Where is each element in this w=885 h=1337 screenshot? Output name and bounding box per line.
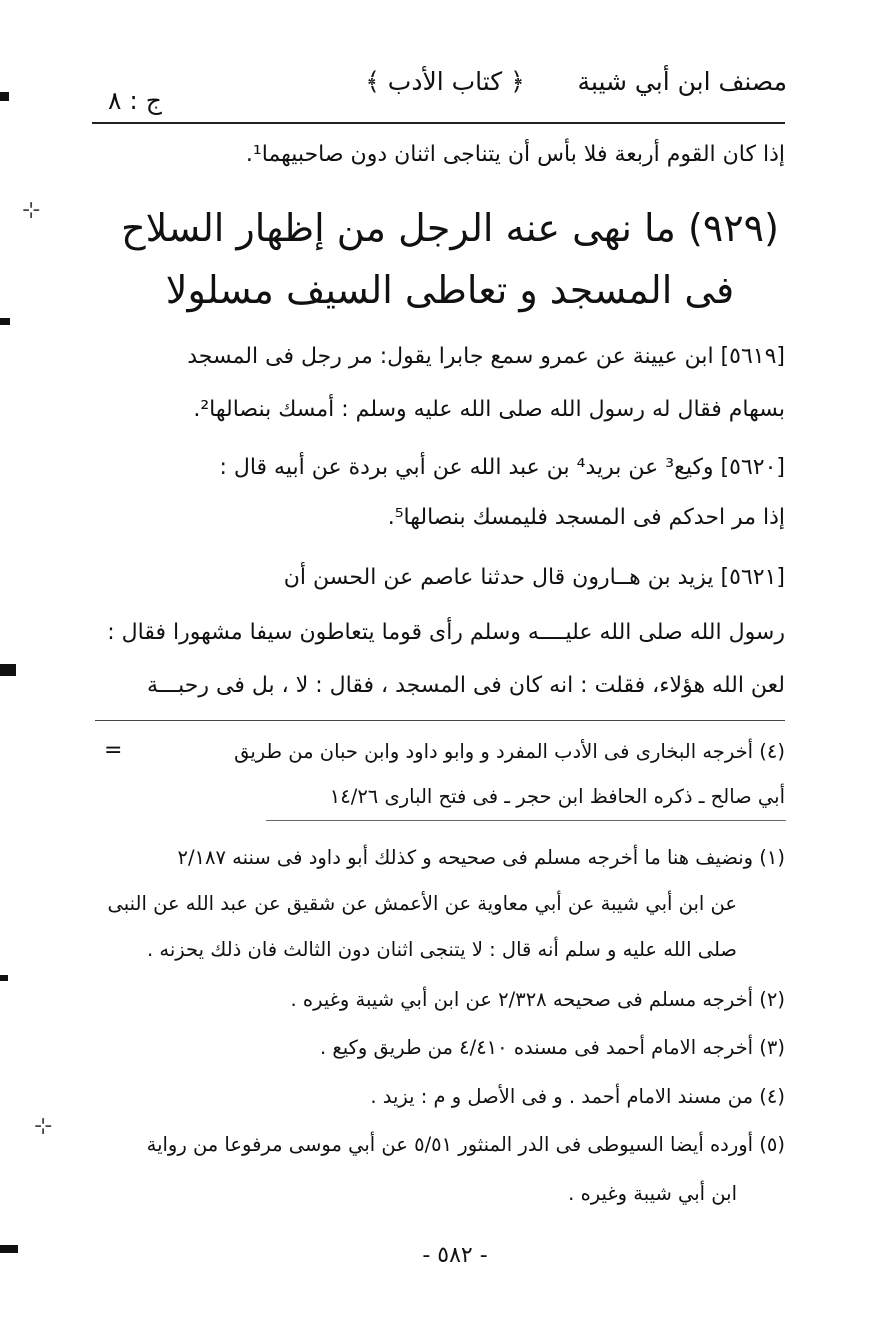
scan-mark: [0, 975, 8, 981]
carry-underline: [266, 820, 786, 821]
hadith-5619-line1: [٥٦١٩] ابن عيينة عن عمرو سمع جابرا يقول: مر رجل فى المسجد: [187, 344, 785, 369]
footnote-1-line1: (١) ونضيف هنا ما أخرجه مسلم فى صحيحه و كذلك أبو داود فى سننه ٢/١٨٧: [177, 846, 785, 869]
hadith-5621-line2: رسول الله صلى الله عليــــه وسلم رأى قوما يتعاطون سيفا مشهورا فقال :: [107, 620, 785, 645]
footnote-1-line3: صلى الله عليه و سلم أنه قال : لا يتنجى اثنان دون الثالث فان ذلك يحزنه .: [147, 938, 737, 961]
header-section-title: ﴿ كتاب الأدب ﴾: [365, 67, 525, 96]
intro-line: إذا كان القوم أربعة فلا بأس أن يتناجى اثنان دون صاحبيهما¹.: [245, 142, 785, 167]
footnote-divider: [95, 720, 785, 721]
chapter-title-line1: (٩٢٩) ما نهى عنه الرجل من إظهار السلاح: [121, 206, 779, 250]
carry-mark: =: [104, 738, 123, 763]
footnote-3: (٣) أخرجه الامام أحمد فى مسنده ٤/٤١٠ من طريق وكيع .: [319, 1036, 785, 1059]
header-rule: [92, 122, 785, 124]
header-volume: ج : ٨: [108, 86, 162, 115]
chapter-title-line2: فى المسجد و تعاطى السيف مسلولا: [165, 268, 735, 312]
scan-mark: [0, 92, 9, 101]
scan-mark: ⊹: [22, 198, 41, 223]
hadith-5620-line2: إذا مر احدكم فى المسجد فليمسك بنصالها⁵.: [387, 505, 785, 530]
hadith-5621-line1: [٥٦٢١] يزيد بن هــارون قال حدثنا عاصم عن الحسن أن: [283, 565, 785, 590]
scan-mark: [0, 664, 16, 676]
header-book-title: مصنف ابن أبي شيبة: [577, 67, 787, 96]
carry-footnote-line2: أبي صالح ـ ذكره الحافظ ابن حجر ـ فى فتح البارى ١٤/٢٦: [329, 785, 785, 808]
footnote-4: (٤) من مسند الامام أحمد . و فى الأصل و م : يزيد .: [370, 1085, 785, 1108]
footnote-2: (٢) أخرجه مسلم فى صحيحه ٢/٣٢٨ عن ابن أبي شيبة وغيره .: [290, 988, 785, 1011]
footnote-1-line2: عن ابن أبي شيبة عن أبي معاوية عن الأعمش عن شقيق عن عبد الله عن النبى: [107, 892, 737, 915]
hadith-5620-line1: [٥٦٢٠] وكيع³ عن بريد⁴ بن عبد الله عن أبي بردة عن أبيه قال :: [219, 455, 785, 480]
hadith-5619-line2: بسهام فقال له رسول الله صلى الله عليه وسلم : أمسك بنصالها².: [193, 397, 785, 422]
hadith-5621-line3: لعن الله هؤلاء، فقلت : انه كان فى المسجد ، فقال : لا ، بل فى رحبـــة: [147, 673, 785, 698]
scan-mark: ⊹: [34, 1114, 53, 1139]
page-number: - ٥٨٢ -: [422, 1243, 488, 1268]
scan-mark: [0, 318, 10, 325]
scan-mark: [0, 1245, 18, 1253]
carry-footnote-line1: (٤) أخرجه البخارى فى الأدب المفرد و وابو داود وابن حبان من طريق: [234, 740, 785, 763]
footnote-5-line2: ابن أبي شيبة وغيره .: [568, 1182, 737, 1205]
footnote-5-line1: (٥) أورده أيضا السيوطى فى الدر المنثور ٥/٥١ عن أبي موسى مرفوعا من رواية: [146, 1133, 785, 1156]
